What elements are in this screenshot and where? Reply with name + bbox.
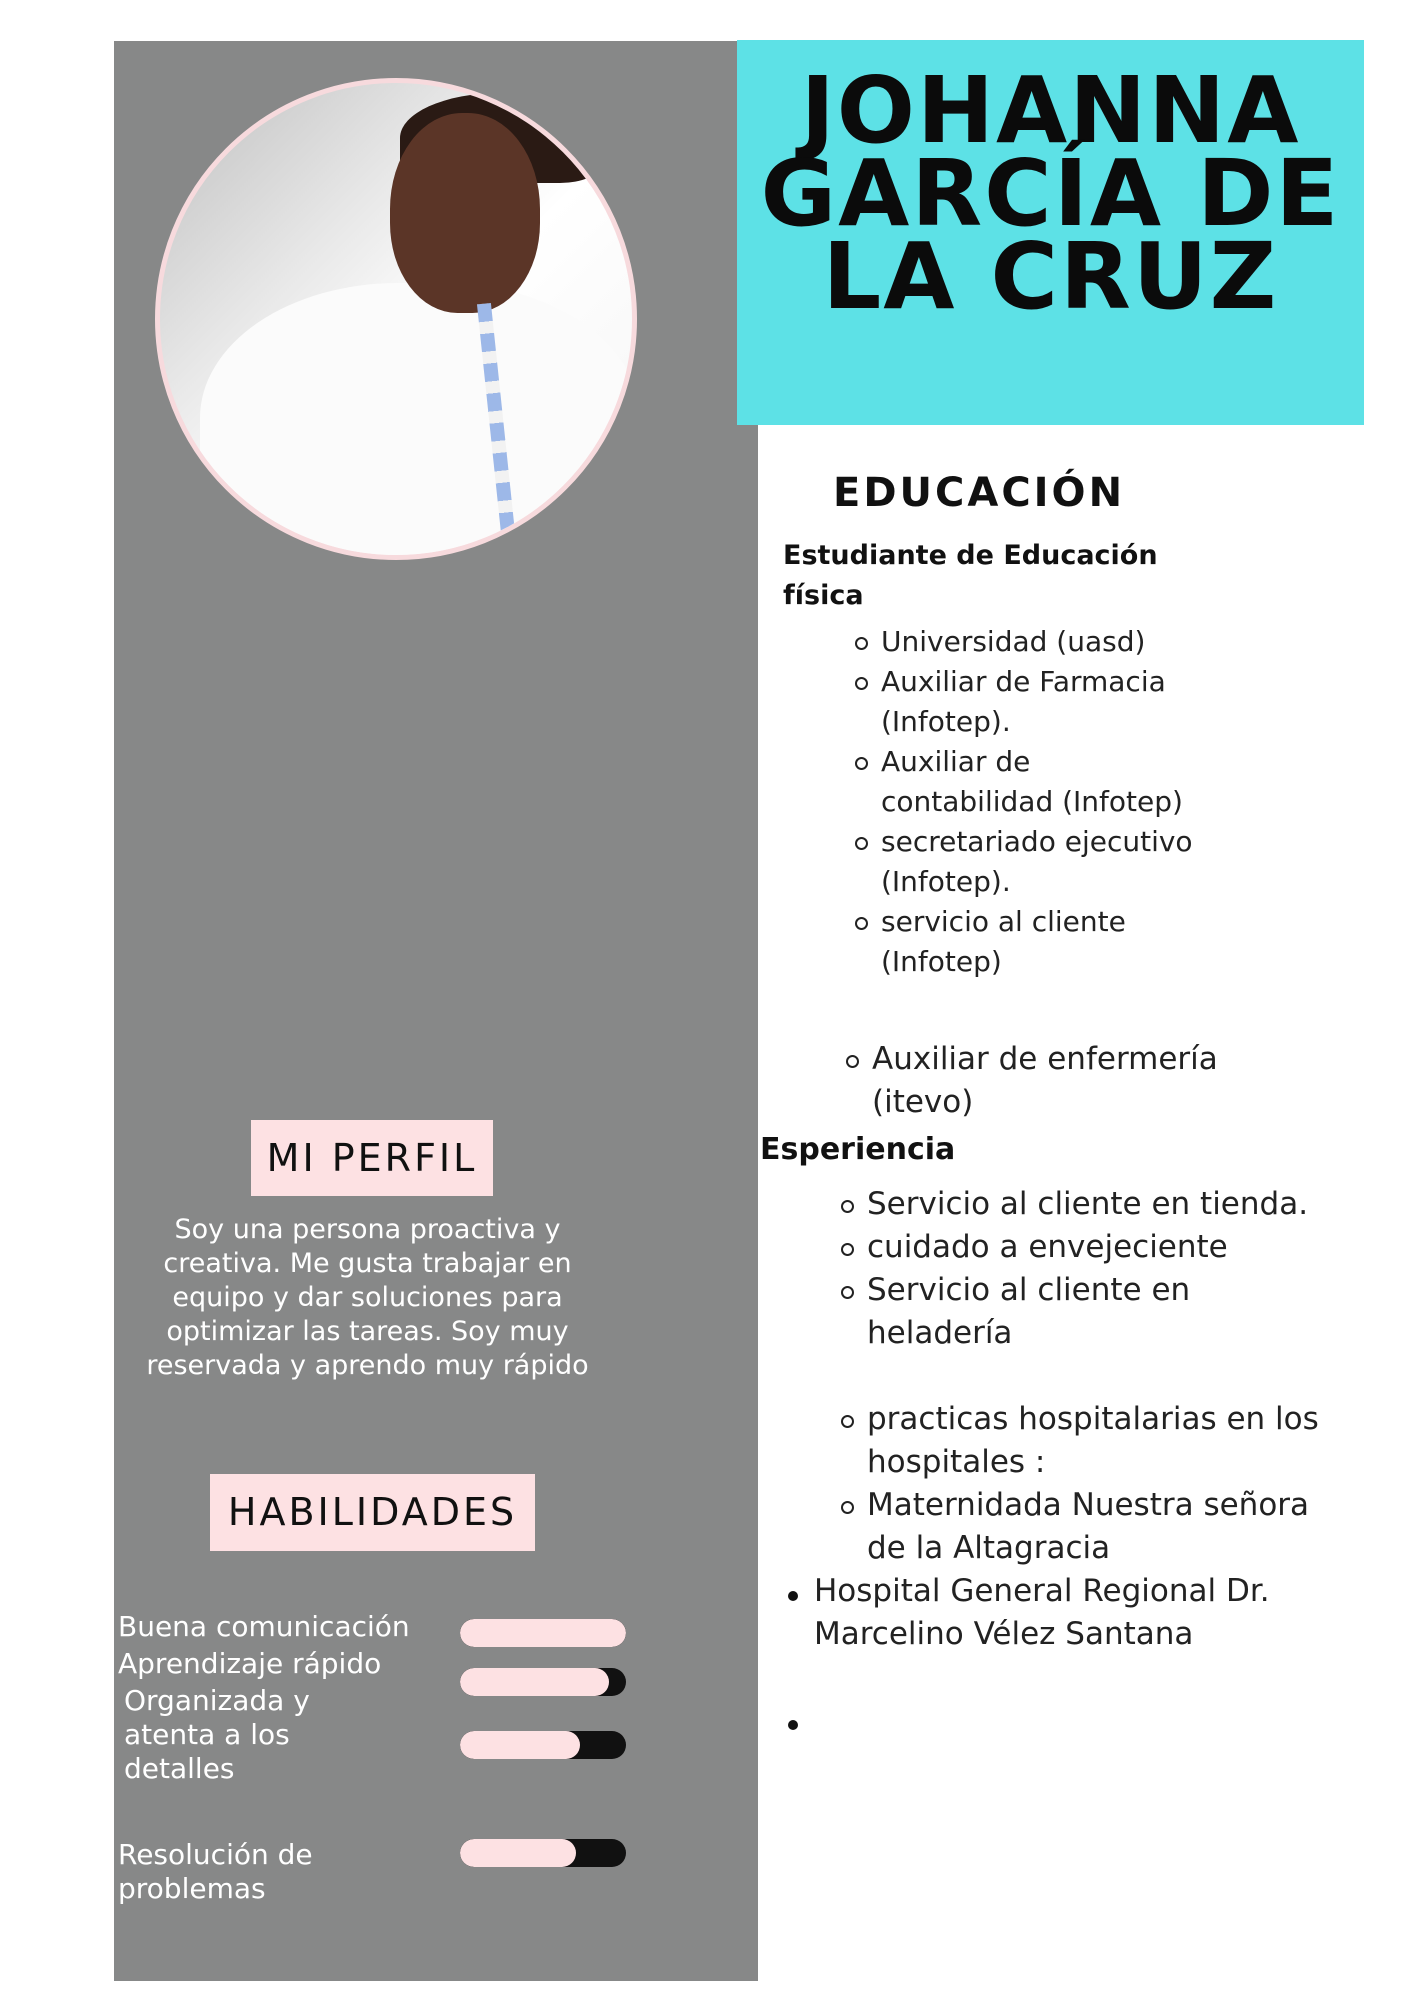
name-header (737, 40, 1364, 425)
education-title: EDUCACIÓN (833, 470, 1126, 516)
experience-title: Esperiencia (760, 1132, 956, 1167)
skill-bar (460, 1668, 626, 1696)
list-item (855, 662, 1193, 742)
list-item (841, 1269, 1308, 1355)
skill-label-line: atenta a los (124, 1718, 290, 1751)
list-item (855, 902, 1193, 982)
list-item (855, 822, 1193, 902)
skill-label (124, 1684, 310, 1786)
skill-bar (460, 1839, 626, 1867)
item-text: contabilidad (Infotep) (881, 785, 1183, 818)
profile-title: MI PERFIL (251, 1120, 493, 1196)
skill-bar-fill (460, 1619, 626, 1647)
item-text: (Infotep) (881, 945, 1002, 978)
item-text: (itevo) (872, 1084, 974, 1120)
skill-bar-fill (460, 1839, 576, 1867)
hospital-item (814, 1570, 1270, 1656)
list-item (846, 1038, 1218, 1124)
list-item (841, 1226, 1308, 1269)
skill-bar (460, 1731, 626, 1759)
skill-label-line: detalles (124, 1752, 235, 1785)
circle-bullet-icon (855, 677, 868, 690)
experience-list-2 (841, 1398, 1319, 1570)
item-text: de la Altagracia (867, 1530, 1111, 1566)
item-text: cuidado a envejeciente (867, 1229, 1228, 1265)
profile-text-line: Soy una persona proactiva y (174, 1214, 561, 1245)
list-item (841, 1398, 1319, 1484)
list-item (855, 622, 1193, 662)
item-text: Auxiliar de Farmacia (881, 665, 1166, 698)
education-degree-line-2: física (783, 580, 864, 611)
item-text: Hospital General Regional Dr. (814, 1573, 1270, 1609)
item-text: hospitales : (867, 1444, 1046, 1480)
circle-bullet-icon (855, 837, 868, 850)
skill-bar-fill (460, 1731, 580, 1759)
profile-text (125, 1213, 610, 1383)
list-item (841, 1484, 1319, 1570)
skill-bar (460, 1619, 626, 1647)
skill-label-line: Aprendizaje rápido (118, 1647, 382, 1680)
profile-text-line: reservada y aprendo muy rápido (146, 1350, 589, 1381)
circle-bullet-icon (855, 637, 868, 650)
education-list (855, 622, 1193, 982)
item-text: (Infotep). (881, 705, 1011, 738)
skill-bar-fill (460, 1668, 609, 1696)
skill-label-line: Organizada y (124, 1684, 310, 1717)
name-line-2: GARCÍA DE (760, 140, 1341, 247)
education-extra-list (846, 1038, 1218, 1124)
name-line-3: LA CRUZ (822, 223, 1279, 330)
item-text: practicas hospitalarias en los (867, 1401, 1319, 1437)
skill-label-line: problemas (118, 1872, 266, 1905)
circle-bullet-icon (841, 1501, 854, 1514)
item-text: Servicio al cliente en (867, 1272, 1191, 1308)
item-text: Auxiliar de (881, 745, 1031, 778)
list-item (855, 742, 1193, 822)
profile-text-line: equipo y dar soluciones para (172, 1282, 563, 1313)
circle-bullet-icon (841, 1415, 854, 1428)
circle-bullet-icon (841, 1286, 854, 1299)
profile-photo (155, 78, 637, 560)
item-text: Marcelino Vélez Santana (814, 1616, 1194, 1652)
item-text: Universidad (uasd) (881, 625, 1146, 658)
item-text: servicio al cliente (881, 905, 1126, 938)
item-text: secretariado ejecutivo (881, 825, 1193, 858)
education-degree-line-1: Estudiante de Educación (783, 540, 1158, 571)
name-line-1: JOHANNA (800, 57, 1301, 164)
profile-text-line: optimizar las tareas. Soy muy (166, 1316, 569, 1347)
item-text: heladería (867, 1315, 1013, 1351)
item-text: Auxiliar de enfermería (872, 1041, 1218, 1077)
photo-shirt (200, 283, 637, 560)
skill-label (118, 1647, 381, 1681)
circle-bullet-icon (846, 1055, 859, 1068)
item-text: Servicio al cliente en tienda. (867, 1186, 1309, 1222)
circle-bullet-icon (841, 1200, 854, 1213)
skill-label-line: Buena comunicación (118, 1610, 410, 1643)
skills-title: HABILIDADES (210, 1474, 535, 1551)
photo-face (390, 113, 540, 313)
item-text: Maternidada Nuestra señora (867, 1487, 1310, 1523)
skill-label (118, 1838, 313, 1906)
list-item (841, 1183, 1308, 1226)
circle-bullet-icon (855, 917, 868, 930)
bullet-dot-icon (788, 1720, 798, 1730)
item-text: (Infotep). (881, 865, 1011, 898)
bullet-dot-icon (788, 1591, 798, 1601)
skill-label (118, 1610, 410, 1644)
skill-label-line: Resolución de (118, 1838, 313, 1871)
profile-text-line: creativa. Me gusta trabajar en (163, 1248, 572, 1279)
circle-bullet-icon (855, 757, 868, 770)
experience-list (841, 1183, 1308, 1355)
circle-bullet-icon (841, 1243, 854, 1256)
